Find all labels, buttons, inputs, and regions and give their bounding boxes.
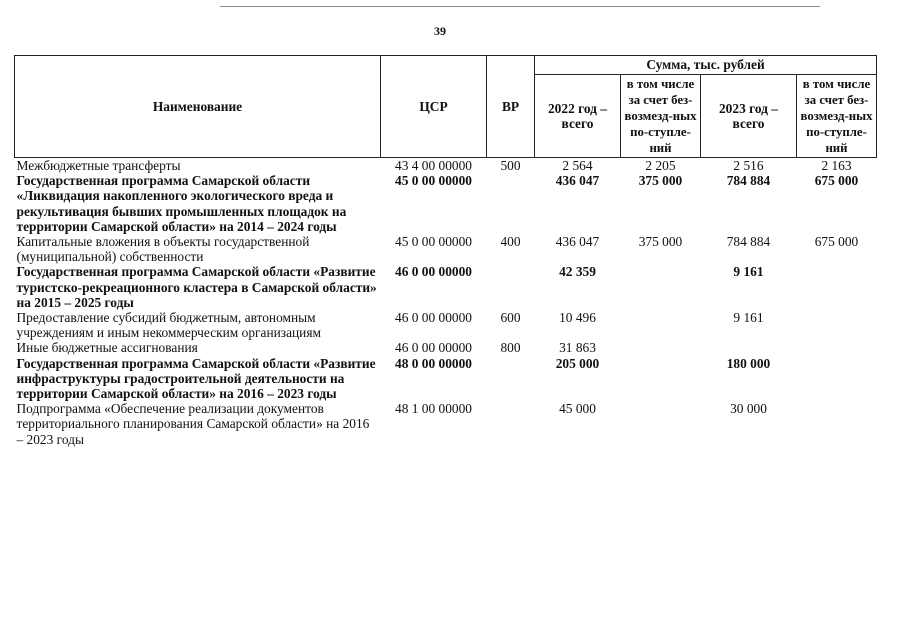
- row-2022-incl: 2 205: [645, 158, 676, 173]
- row-csr: 43 4 00 00000: [395, 158, 472, 173]
- row-2022: 42 359: [559, 264, 596, 280]
- row-2022: 10 496: [559, 310, 596, 326]
- header-name: Наименование: [15, 56, 381, 158]
- row-2023-incl: [797, 356, 877, 402]
- row-2022: 436 047: [555, 234, 600, 250]
- header-vr: ВР: [487, 56, 535, 158]
- row-2022-incl: [621, 356, 701, 402]
- table-row: [15, 173, 877, 234]
- budget-table: [14, 55, 877, 447]
- row-name: Капитальные вложения в объекты государственной (муниципальной) собственности: [16, 234, 310, 265]
- row-vr: 600: [500, 310, 521, 326]
- row-vr: [487, 401, 535, 447]
- row-csr: 48 0 00 00000: [395, 355, 472, 371]
- table-header: [15, 56, 877, 158]
- row-2022-incl: [621, 264, 701, 310]
- row-csr: 48 1 00 00000: [395, 401, 472, 417]
- row-name: Межбюджетные трансферты: [16, 158, 181, 173]
- row-2022: 205 000: [555, 355, 600, 371]
- row-name: Предоставление субсидий бюджетным, автономным учреждениям и иным некоммерческим организациям: [16, 310, 321, 341]
- top-rule: [220, 6, 820, 7]
- row-name: Государственная программа Самарской области «Развитие инфраструктуры градостроительной деятельности на территории Самарской области» на 2016 – 2023 годы: [16, 355, 376, 402]
- table-body: [15, 158, 877, 447]
- row-name: Подпрограмма «Обеспечение реализации документов территориального планирования Самарской области» на 2016 – 2023 годы: [16, 401, 370, 447]
- row-2023: 784 884: [726, 173, 771, 189]
- row-2022-incl: 375 000: [638, 234, 683, 250]
- row-name: Государственная программа Самарской области «Ликвидация накопленного экологического вреда и рекультивация бывших промышленных площадок на территории Самарской области» на 2014 – 2024 годы: [16, 173, 347, 234]
- row-vr: [487, 264, 535, 310]
- page-number: 39: [434, 24, 446, 38]
- row-name: Иные бюджетные ассигнования: [16, 340, 198, 356]
- table-row: [15, 401, 877, 447]
- table-row: [15, 310, 877, 340]
- header-sum-group: Сумма, тыс. рублей: [535, 56, 877, 75]
- row-csr: 45 0 00 00000: [395, 234, 472, 250]
- table-row: [15, 264, 877, 310]
- row-vr: 500: [500, 158, 521, 173]
- row-2023: 2 516: [733, 158, 764, 173]
- row-2022: 31 863: [559, 340, 596, 356]
- row-2022-incl: [621, 401, 701, 447]
- row-csr: 46 0 00 00000: [395, 264, 472, 280]
- row-csr: 45 0 00 00000: [395, 173, 472, 189]
- row-2023: 30 000: [730, 401, 767, 417]
- row-2022-incl: 375 000: [638, 173, 683, 189]
- row-2022-incl: [621, 310, 701, 340]
- row-2023: 180 000: [726, 355, 771, 371]
- row-2023-incl: 675 000: [814, 173, 859, 189]
- row-2022-incl: [621, 340, 701, 355]
- table-row: [15, 158, 877, 174]
- row-vr: 400: [500, 234, 521, 250]
- row-2022: 45 000: [559, 401, 596, 417]
- row-csr: 46 0 00 00000: [395, 310, 472, 326]
- row-2023: 9 161: [733, 310, 764, 326]
- row-2023: [701, 340, 797, 355]
- header-2023-incl: в том числе за счет без-возмезд-ных по-ступле-ний: [797, 75, 877, 158]
- row-2023-incl: [797, 401, 877, 447]
- row-csr: 46 0 00 00000: [395, 340, 472, 356]
- row-2023-incl: 2 163: [821, 158, 852, 173]
- row-2023-incl: [797, 340, 877, 355]
- row-2023: 9 161: [733, 264, 764, 280]
- row-2022: 2 564: [562, 158, 593, 173]
- table-row: [15, 234, 877, 264]
- row-2022: 436 047: [555, 173, 600, 189]
- row-2023-incl: [797, 264, 877, 310]
- table-row: [15, 356, 877, 402]
- header-2022-total: 2022 год – всего: [535, 75, 621, 158]
- header-2022-incl: в том числе за счет без-возмезд-ных по-ступле-ний: [621, 75, 701, 158]
- row-name: Государственная программа Самарской области «Развитие туристско-рекреационного кластера в Самарской области» на 2015 – 2025 годы: [16, 264, 377, 310]
- row-2023-incl: [797, 310, 877, 340]
- table-row: [15, 340, 877, 355]
- row-2023: 784 884: [726, 234, 771, 250]
- row-vr: [487, 173, 535, 234]
- row-2023-incl: 675 000: [814, 234, 859, 250]
- header-csr: ЦСР: [381, 56, 487, 158]
- row-vr: [487, 356, 535, 402]
- header-2023-total: 2023 год – всего: [701, 75, 797, 158]
- row-vr: 800: [500, 340, 521, 356]
